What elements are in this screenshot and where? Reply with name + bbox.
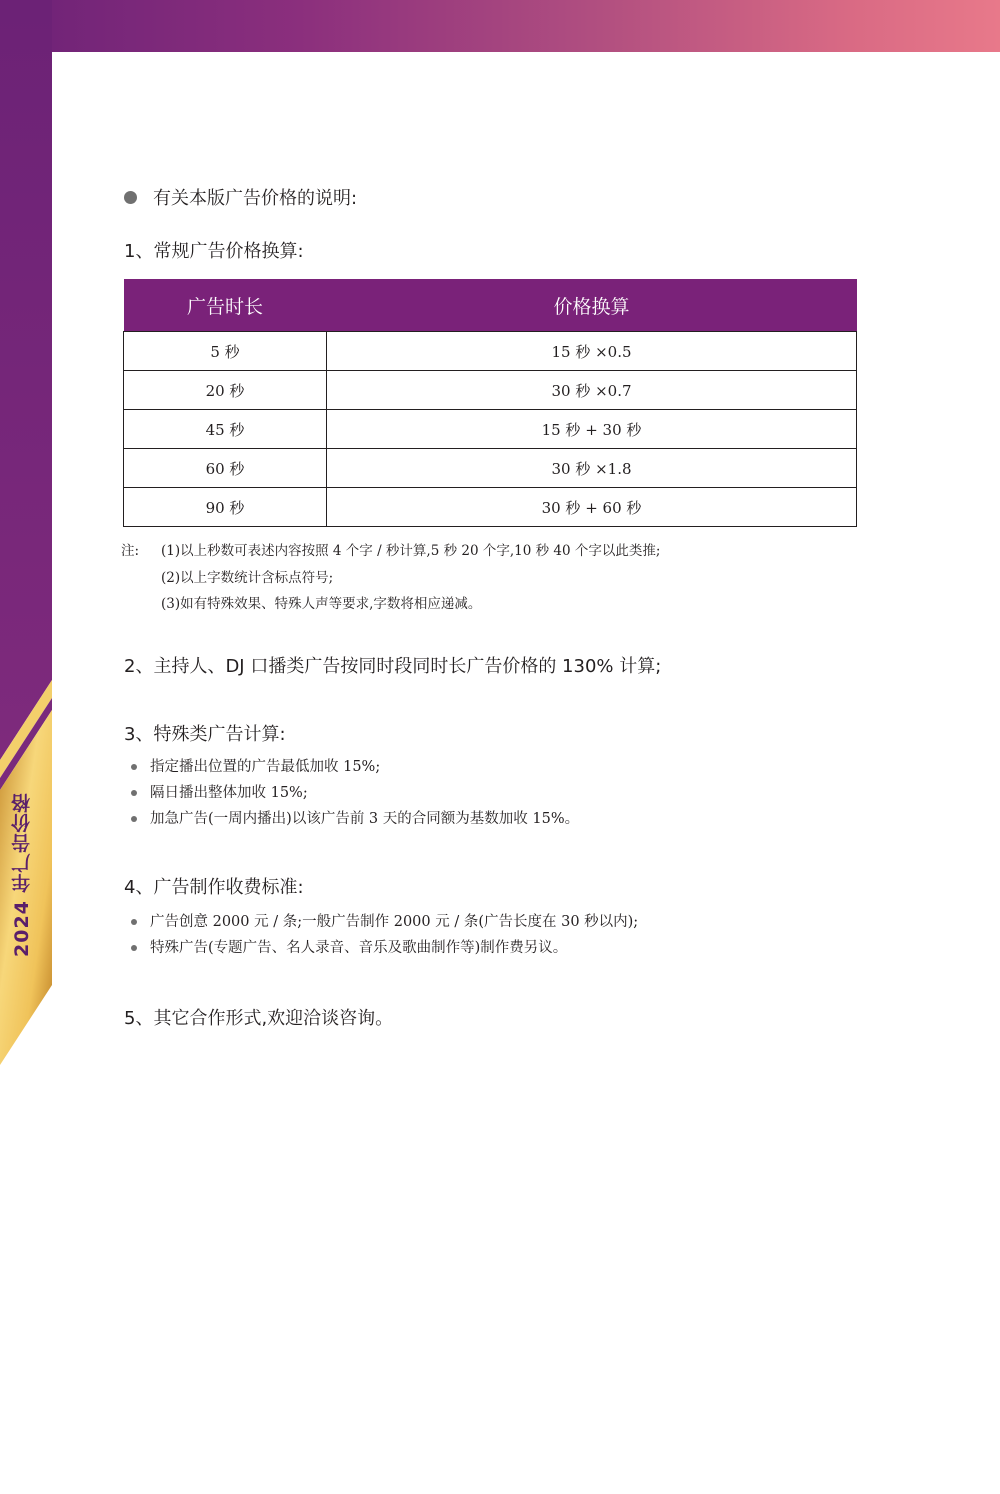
table-cell-conversion: 30 秒 ×1.8: [327, 449, 857, 488]
table-cell-duration: 90 秒: [124, 488, 327, 527]
bullet-dot-icon: [131, 816, 137, 822]
note-item: (2)以上字数统计含标点符号;: [161, 569, 334, 586]
side-decoration-bar: [0, 0, 52, 1494]
list-item: [131, 909, 638, 935]
table-header-duration: 广告时长: [124, 279, 327, 332]
top-gradient-bar: [0, 0, 1000, 52]
list-item: [131, 780, 579, 806]
list-item-text: 特殊广告(专题广告、名人录音、音乐及歌曲制作等)制作费另议。: [150, 940, 568, 956]
table-cell-duration: 20 秒: [124, 371, 327, 410]
bullet-dot-icon: [124, 191, 137, 204]
list-item-text: 加急广告(一周内播出)以该广告前 3 天的合同额为基数加收 15%。: [150, 811, 580, 827]
section1-heading: 1、常规广告价格换算:: [124, 241, 304, 262]
section4-list: [131, 909, 638, 961]
side-ribbon-graphic: [0, 0, 52, 1494]
bullet-dot-icon: [131, 919, 137, 925]
note-label: 注:: [121, 543, 140, 559]
table-row: [124, 332, 857, 371]
table-cell-conversion: 30 秒 ×0.7: [327, 371, 857, 410]
table-cell-duration: 60 秒: [124, 449, 327, 488]
table-row: [124, 488, 857, 527]
side-label: 2024 年广告价格: [11, 792, 33, 958]
page-title-text: 有关本版广告价格的说明:: [153, 188, 358, 209]
table-cell-conversion: 15 秒 ×0.5: [327, 332, 857, 371]
section2-heading: 2、主持人、DJ 口播类广告按同时段同时长广告价格的 130% 计算;: [124, 656, 662, 677]
list-item-text: 广告创意 2000 元 / 条;一般广告制作 2000 元 / 条(广告长度在 30 秒以内);: [150, 914, 639, 930]
bullet-dot-icon: [131, 945, 137, 951]
section5-heading: 5、其它合作形式,欢迎洽谈咨询。: [124, 1008, 394, 1029]
table-cell-duration: 5 秒: [124, 332, 327, 371]
table-header-conversion: 价格换算: [327, 279, 857, 332]
list-item: [131, 754, 579, 780]
table-cell-conversion: 15 秒 + 30 秒: [327, 410, 857, 449]
table-row: [124, 410, 857, 449]
bullet-dot-icon: [131, 790, 137, 796]
page-title: [124, 184, 357, 210]
table-header-row: [124, 279, 857, 332]
section3-heading: 3、特殊类广告计算:: [124, 724, 286, 745]
table-row: [124, 449, 857, 488]
list-item-text: 隔日播出整体加收 15%;: [150, 785, 308, 801]
note-item: (3)如有特殊效果、特殊人声等要求,字数将相应递减。: [161, 596, 482, 612]
list-item: [131, 935, 638, 961]
bullet-dot-icon: [131, 764, 137, 770]
table-row: [124, 371, 857, 410]
section3-list: [131, 754, 579, 832]
price-conversion-table: [123, 279, 857, 527]
table-cell-duration: 45 秒: [124, 410, 327, 449]
section4-heading: 4、广告制作收费标准:: [124, 877, 304, 898]
note-item: (1)以上秒数可表述内容按照 4 个字 / 秒计算,5 秒 20 个字,10 秒 40 个字以此类推;: [161, 543, 661, 559]
table-notes: [121, 538, 660, 618]
table-cell-conversion: 30 秒 + 60 秒: [327, 488, 857, 527]
list-item: [131, 806, 579, 832]
list-item-text: 指定播出位置的广告最低加收 15%;: [150, 759, 381, 775]
